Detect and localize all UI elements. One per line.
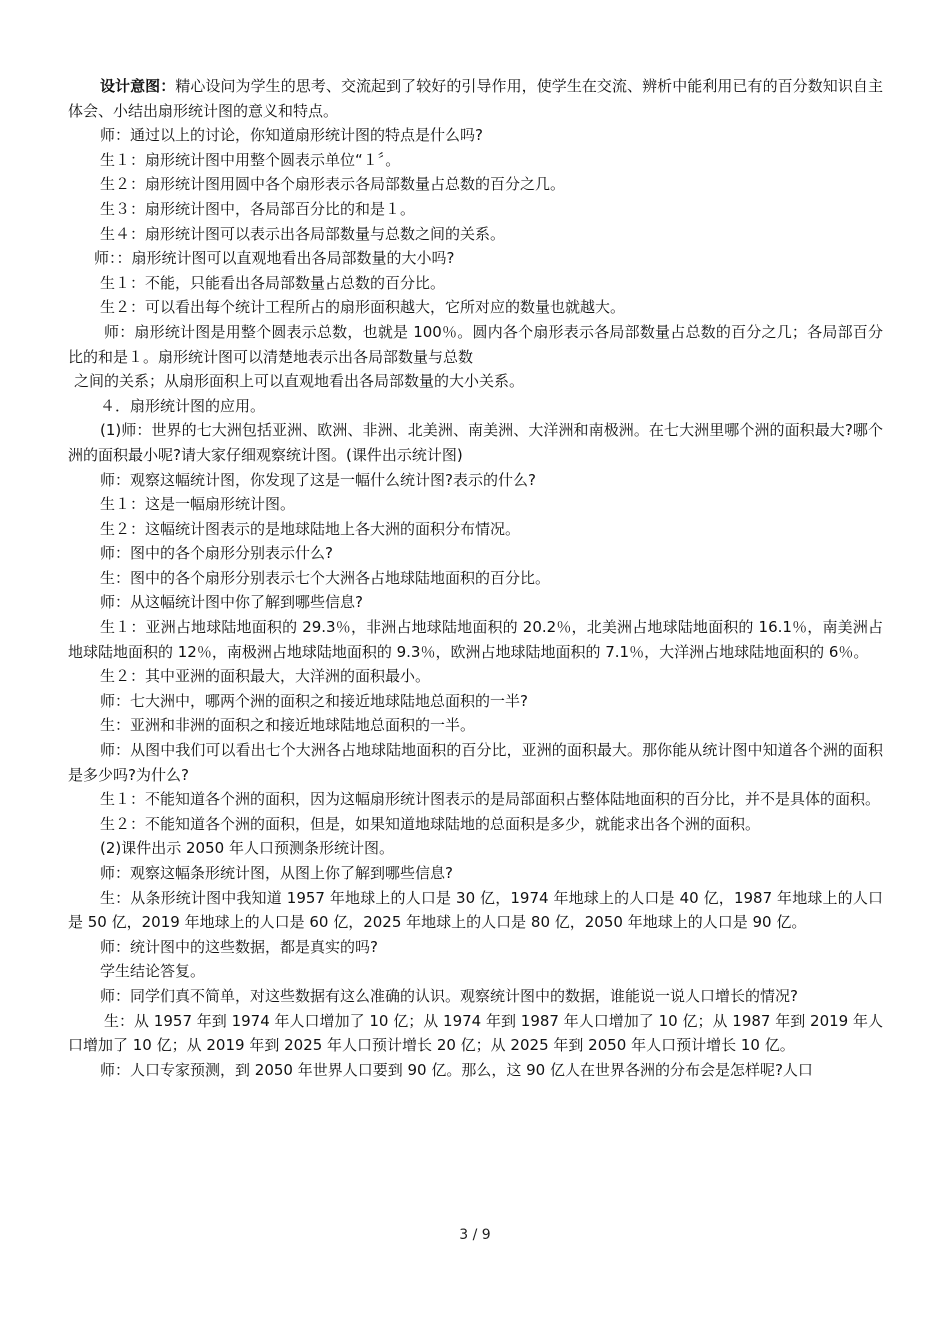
paragraph-text: (2)课件出示 2050 年人口预测条形统计图。 bbox=[100, 839, 394, 858]
paragraph bbox=[68, 172, 883, 197]
paragraph-text: 师：人口专家预测，到 2050 年世界人口要到 90 亿。那么，这 90 亿人在世界各洲的分布会是怎样呢?人口 bbox=[100, 1060, 813, 1079]
paragraph-text: 师：从图中我们可以看出七个大洲各占地球陆地面积的百分比，亚洲的面积最大。那你能从统计图中知道各个洲的面积是多少吗?为什么? bbox=[68, 741, 883, 784]
paragraph bbox=[68, 886, 883, 935]
paragraph-text: 生：从 1957 年到 1974 年人口增加了 10 亿；从 1974 年到 1987 年人口增加了 10 亿；从 1987 年到 2019 年人口增加了 10 亿；从 2019 年到 2025 年人口预计增长 20 亿；从 2025 年到 2050 年人口预计增长 10 亿。 bbox=[68, 1011, 883, 1055]
paragraph bbox=[68, 369, 883, 394]
paragraph bbox=[68, 492, 883, 517]
paragraph bbox=[68, 197, 883, 222]
paragraph-text: 师：图中的各个扇形分别表示什么? bbox=[100, 544, 333, 563]
paragraph-text: 之间的关系；从扇形面积上可以直观地看出各局部数量的大小关系。 bbox=[74, 372, 525, 391]
paragraph bbox=[68, 861, 883, 886]
paragraph-text: 师：统计图中的这些数据，都是真实的吗? bbox=[100, 937, 378, 956]
paragraph-text: ４．扇形统计图的应用。 bbox=[100, 396, 266, 415]
paragraph bbox=[68, 935, 883, 960]
paragraph bbox=[68, 271, 883, 296]
paragraph bbox=[68, 320, 883, 369]
paragraph bbox=[68, 222, 883, 247]
paragraph bbox=[68, 787, 883, 812]
paragraph bbox=[68, 566, 883, 591]
paragraph bbox=[68, 148, 883, 173]
paragraph-text: 生１：不能，只能看出各局部数量占总数的百分比。 bbox=[100, 273, 446, 292]
paragraph-text: 生１：这是一幅扇形统计图。 bbox=[100, 495, 296, 514]
paragraph bbox=[68, 123, 883, 148]
paragraph-text: 生２：这幅统计图表示的是地球陆地上各大洲的面积分布情况。 bbox=[100, 519, 521, 538]
paragraph-text: 生：从条形统计图中我知道 1957 年地球上的人口是 30 亿，1974 年地球上的人口是 40 亿，1987 年地球上的人口是 50 亿，2019 年地球上的人口是 60 亿，2025 年地球上的人口是 80 亿，2050 年地球上的人口是 90 亿。 bbox=[68, 888, 883, 932]
paragraph-text: 生１：亚洲占地球陆地面积的 29.3％，非洲占地球陆地面积的 20.2％，北美洲占地球陆地面积的 16.1％，南美洲占地球陆地面积的 12％，南极洲占地球陆地面积的 9.3％，欧洲占地球陆地面积的 7.1％，大洋洲占地球陆地面积的 6％。 bbox=[68, 618, 883, 661]
paragraph bbox=[68, 959, 883, 984]
paragraph-text: 生２：其中亚洲的面积最大，大洋洲的面积最小。 bbox=[100, 667, 431, 686]
paragraph-text: 生２：扇形统计图用圆中各个扇形表示各局部数量占总数的百分之几。 bbox=[100, 175, 566, 194]
paragraph bbox=[68, 738, 883, 787]
paragraph bbox=[68, 812, 883, 837]
paragraph-text: 生：亚洲和非洲的面积之和接近地球陆地总面积的一半。 bbox=[100, 716, 476, 735]
paragraph bbox=[68, 74, 883, 123]
paragraph bbox=[68, 517, 883, 542]
design-intent-label: 设计意图： bbox=[100, 77, 176, 95]
paragraph-text: (1)师：世界的七大洲包括亚洲、欧洲、非洲、北美洲、南美洲、大洋洲和南极洲。在七大洲里哪个洲的面积最大?哪个洲的面积最小呢?请大家仔细观察统计图。(课件出示统计图) bbox=[68, 421, 883, 464]
paragraph-text: 师：扇形统计图是用整个圆表示总数，也就是 100％。圆内各个扇形表示各局部数量占总数的百分之几；各局部百分比的和是１。扇形统计图可以清楚地表示出各局部数量与总数 bbox=[68, 322, 883, 366]
paragraph bbox=[68, 689, 883, 714]
paragraph-text: 精心设问为学生的思考、交流起到了较好的引导作用，使学生在交流、辨析中能利用已有的百分数知识自主体会、小结出扇形统计图的意义和特点。 bbox=[68, 77, 883, 120]
paragraph-text: 师：观察这幅统计图，你发现了这是一幅什么统计图?表示的什么? bbox=[100, 470, 536, 489]
paragraph-text: 师：观察这幅条形统计图，从图上你了解到哪些信息? bbox=[100, 864, 453, 882]
paragraph bbox=[68, 664, 883, 689]
paragraph bbox=[68, 590, 883, 615]
paragraph-text: 生１：扇形统计图中用整个圆表示单位“１〞。 bbox=[100, 150, 401, 169]
paragraph-text: 师：从这幅统计图中你了解到哪些信息? bbox=[100, 593, 363, 612]
paragraph bbox=[68, 246, 883, 271]
paragraph bbox=[68, 836, 883, 861]
paragraph bbox=[68, 418, 883, 467]
paragraph bbox=[68, 468, 883, 493]
paragraph bbox=[68, 1009, 883, 1058]
paragraph bbox=[68, 394, 883, 419]
paragraph bbox=[68, 713, 883, 738]
paragraph bbox=[68, 541, 883, 566]
paragraph-text: 师：同学们真不简单，对这些数据有这么准确的认识。观察统计图中的数据，谁能说一说人口增长的情况? bbox=[100, 986, 798, 1005]
paragraph bbox=[68, 1058, 883, 1083]
paragraph-text: 学生结论答复。 bbox=[100, 962, 206, 981]
paragraph bbox=[68, 615, 883, 664]
paragraph-text: 生１：不能知道各个洲的面积，因为这幅扇形统计图表示的是局部面积占整体陆地面积的百分比，并不是具体的面积。 bbox=[100, 790, 881, 809]
paragraph-text: 生２：不能知道各个洲的面积，但是，如果知道地球陆地的总面积是多少，就能求出各个洲的面积。 bbox=[100, 814, 761, 833]
paragraph-text: 师：七大洲中，哪两个洲的面积之和接近地球陆地总面积的一半? bbox=[100, 691, 528, 710]
paragraph-text: 师：：扇形统计图可以直观地看出各局部数量的大小吗? bbox=[94, 249, 455, 268]
paragraph bbox=[68, 295, 883, 320]
page-number: 3 / 9 bbox=[459, 1227, 491, 1243]
paragraph-text: 师：通过以上的讨论，你知道扇形统计图的特点是什么吗? bbox=[100, 126, 483, 145]
document-body bbox=[68, 74, 883, 1082]
paragraph-text: 生４：扇形统计图可以表示出各局部数量与总数之间的关系。 bbox=[100, 224, 506, 243]
paragraph-text: 生３：扇形统计图中，各局部百分比的和是１。 bbox=[100, 199, 416, 218]
paragraph-text: 生２：可以看出每个统计工程所占的扇形面积越大，它所对应的数量也就越大。 bbox=[100, 298, 626, 317]
paragraph-text: 生：图中的各个扇形分别表示七个大洲各占地球陆地面积的百分比。 bbox=[100, 568, 551, 587]
paragraph bbox=[68, 984, 883, 1009]
